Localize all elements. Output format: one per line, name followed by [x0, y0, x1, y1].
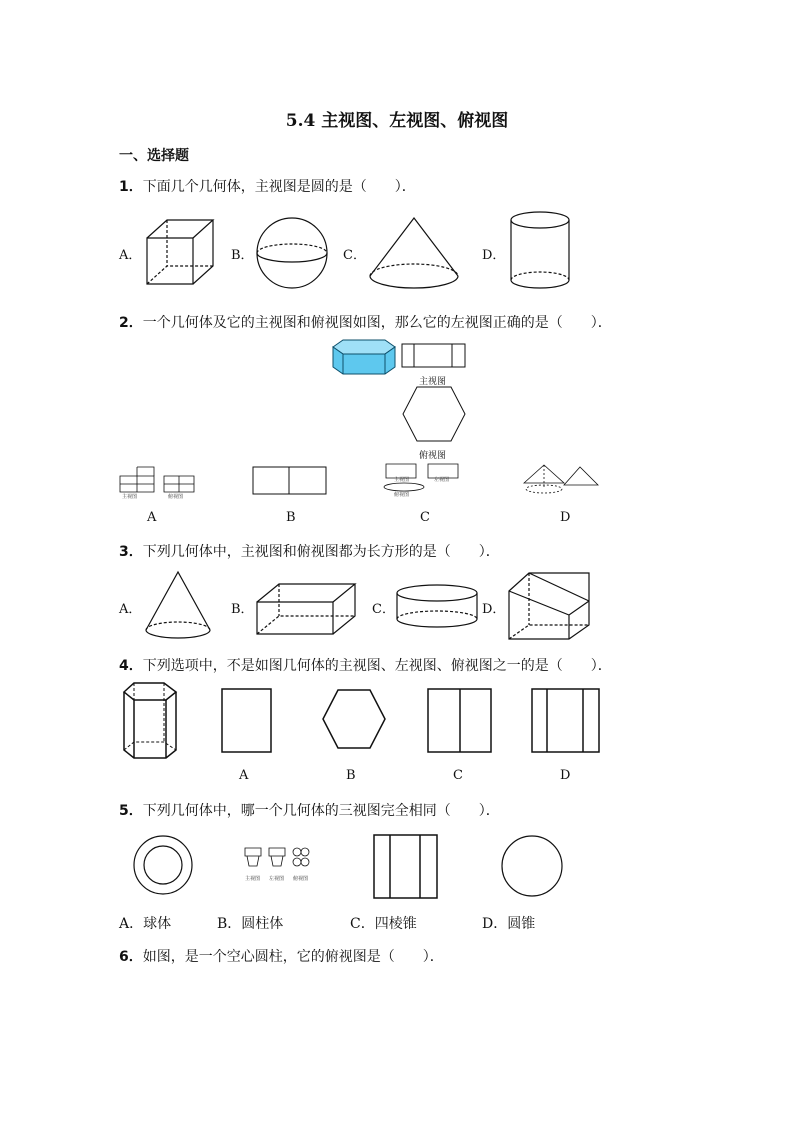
question-5	[119, 800, 500, 820]
three-view-figure	[241, 846, 319, 886]
option-a-label: A	[147, 510, 157, 525]
rectangle-lines-figure	[373, 834, 439, 900]
cube-figure	[145, 218, 215, 288]
section-heading: 一、选择题	[119, 148, 189, 164]
question-number: 4．	[119, 658, 143, 674]
question-number: 5．	[119, 803, 143, 819]
option-a-label-front: 主视图	[122, 494, 138, 500]
option-b-label: B	[286, 510, 296, 525]
ring-figure	[132, 834, 194, 896]
front-view-figure	[401, 343, 467, 369]
question-text: 下列几何体中，哪一个几何体的三视图完全相同（ ）．	[142, 803, 500, 819]
option-b-figure	[321, 688, 387, 750]
option-a-label: A	[239, 768, 249, 783]
question-text: 如图，是一个空心圆柱，它的俯视图是（ ）．	[142, 949, 444, 965]
question-3	[119, 541, 500, 561]
option-a-label: A．	[119, 248, 142, 263]
option-c-label: C．	[343, 248, 366, 263]
option-c-label: C．四棱锥	[350, 916, 417, 932]
option-c-label: C	[420, 510, 430, 525]
fig-label-left: 左视图	[269, 876, 285, 882]
fig-label-top: 俯视图	[293, 876, 309, 882]
page-title: 5.4 主视图、左视图、俯视图	[285, 111, 509, 131]
option-d-label: D．	[482, 248, 506, 263]
hexagonal-prism-figure	[331, 338, 397, 378]
option-d-figure	[531, 688, 601, 754]
question-text: 下面几个几何体，主视图是圆的是（ ）．	[142, 179, 416, 195]
option-a-label-top: 俯视图	[168, 494, 184, 500]
front-view-label: 主视图	[419, 377, 447, 387]
option-d-figure	[520, 463, 602, 497]
option-d-label: D	[560, 510, 571, 525]
question-text: 一个几何体及它的主视图和俯视图如图，那么它的左视图正确的是（ ）．	[142, 315, 612, 331]
option-c-label-left: 左视图	[434, 477, 450, 483]
option-b-label: B．圆柱体	[217, 916, 284, 932]
option-b-label: B	[346, 768, 356, 783]
hexagonal-prism-figure	[120, 680, 180, 762]
option-b-label: B．	[231, 602, 254, 617]
question-4	[119, 655, 612, 675]
cylinder-figure	[509, 210, 571, 292]
option-c-label-front: 主视图	[394, 477, 410, 483]
question-2	[119, 312, 612, 332]
option-c-label: C．	[372, 602, 395, 617]
option-d-label: D．圆锥	[482, 916, 536, 932]
option-c-figure	[382, 462, 466, 498]
fig-label-front: 主视图	[245, 876, 261, 882]
question-number: 1．	[119, 179, 143, 195]
option-a-label: A．球体	[119, 916, 172, 932]
option-b-figure	[252, 466, 328, 496]
option-d-label: D．	[482, 602, 506, 617]
sphere-figure	[256, 217, 328, 289]
option-a-label: A．	[119, 602, 142, 617]
option-d-label: D	[560, 768, 571, 783]
cuboid-figure	[255, 582, 357, 636]
question-6	[119, 946, 444, 966]
question-text: 下列几何体中，主视图和俯视图都为长方形的是（ ）．	[142, 544, 500, 560]
cone-figure	[368, 216, 460, 290]
short-cylinder-figure	[395, 583, 479, 631]
option-b-label: B．	[231, 248, 254, 263]
question-number: 6．	[119, 949, 143, 965]
option-a-figure	[221, 688, 273, 754]
question-1	[119, 176, 416, 196]
option-a-figure	[118, 466, 198, 500]
question-number: 3．	[119, 544, 143, 560]
cone-figure	[144, 570, 214, 642]
option-c-label-top: 俯视图	[394, 492, 410, 498]
question-text: 下列选项中，不是如图几何体的主视图、左视图、俯视图之一的是（ ）．	[142, 658, 612, 674]
option-c-label: C	[453, 768, 463, 783]
circle-figure	[500, 834, 564, 898]
option-c-figure	[427, 688, 493, 754]
top-view-label: 俯视图	[419, 451, 447, 461]
question-number: 2．	[119, 315, 143, 331]
wedge-prism-figure	[507, 571, 591, 641]
top-view-figure	[401, 385, 467, 443]
